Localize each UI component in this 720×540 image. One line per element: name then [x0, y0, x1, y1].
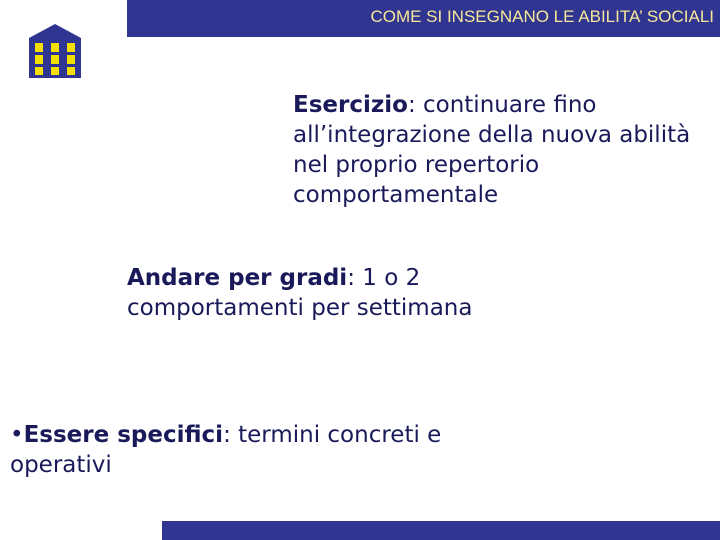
gradual-paragraph [127, 263, 527, 323]
exercise-label: Esercizio [293, 92, 408, 118]
bullet: • [10, 422, 24, 448]
slide-title: COME SI INSEGNANO LE ABILITA’ SOCIALI [370, 7, 714, 26]
exercise-text: : continuare fino all’integrazione della nuova abilità nel proprio repertorio comportamentale [293, 92, 691, 208]
exercise-paragraph [293, 90, 718, 210]
building-icon [26, 22, 84, 80]
bottom-bar [162, 521, 720, 540]
specific-paragraph [10, 420, 470, 480]
gradual-text: : 1 o 2 comportamenti per settimana [127, 265, 473, 321]
gradual-label: Andare per gradi [127, 265, 348, 291]
title-bar [127, 0, 720, 37]
specific-label: Essere specifici [23, 422, 224, 448]
specific-text: : termini concreti e operativi [10, 422, 442, 478]
